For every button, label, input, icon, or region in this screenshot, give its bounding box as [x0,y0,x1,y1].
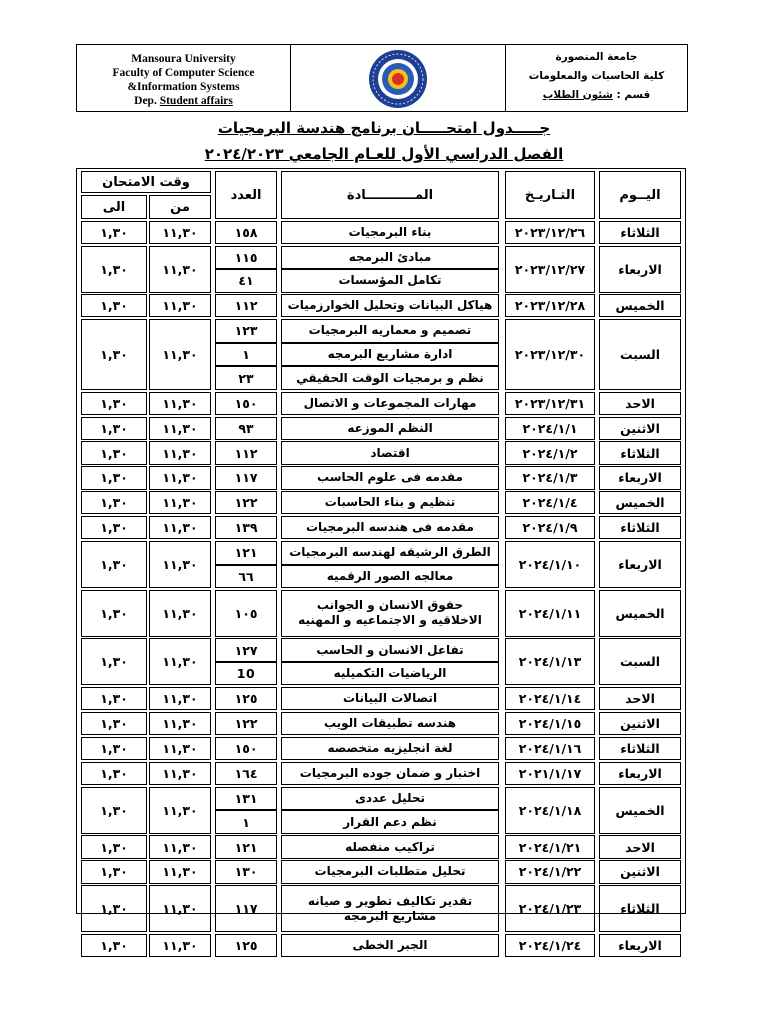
row-date: ٢٠٢٤/١/٩ [505,516,595,539]
row-day: الثلاثاء [599,221,681,244]
row-date: ٢٠٢٤/١/٢ [505,441,595,464]
row-time-from: ١١,٣٠ [149,417,211,440]
row-time-from: ١١,٣٠ [149,787,211,834]
row-time-from: ١١,٣٠ [149,491,211,514]
row-count: ١٣٠ [215,860,277,883]
row-time-from: ١١,٣٠ [149,516,211,539]
row-subject: بناء البرمجيات [281,221,499,244]
row-subject: تكامل المؤسسات [281,269,499,293]
row-count: ١٢٣ [215,319,277,343]
row-date: ٢٠٢٣/١٢/٢٦ [505,221,595,244]
document-subtitle-text: الفصل الدراسي الأول للعـام الجامعي ٢٠٢٤/٢٠٢٣ [204,145,564,163]
document-subtitle [0,145,768,163]
row-subject: تحليل عددى [281,787,499,811]
row-count: ١٢١ [215,541,277,565]
row-day: الاربعاء [599,934,681,957]
row-subject: نظم و برمجيات الوقت الحقيقي [281,366,499,390]
row-time-from: ١١,٣٠ [149,712,211,735]
row-subject: معالجه الصور الرقميه [281,565,499,589]
row-time-from: ١١,٣٠ [149,466,211,489]
row-count: ١ [215,343,277,367]
row-count: ٦٦ [215,565,277,589]
row-day: الاربعاء [599,246,681,293]
row-time-to: ١,٣٠ [81,516,147,539]
row-count: ١٠٥ [215,590,277,637]
department-name-ar: شئون الطلاب [542,89,613,101]
letterhead-english [77,45,291,111]
row-time-to: ١,٣٠ [81,491,147,514]
row-day: الاثنين [599,417,681,440]
row-day: الخميس [599,491,681,514]
row-date: ٢٠٢٣/١٢/٣١ [505,392,595,415]
row-count: ١٥٨ [215,221,277,244]
row-time-to: ١,٣٠ [81,835,147,858]
row-day: الثلاثاء [599,441,681,464]
row-subject: اتصالات البيانات [281,687,499,710]
row-count: ١٥٠ [215,392,277,415]
row-count: ٩٣ [215,417,277,440]
row-time-to: ١,٣٠ [81,466,147,489]
row-subject: الجبر الخطى [281,934,499,957]
row-time-to: ١,٣٠ [81,787,147,834]
header-date: التـاريـخ [505,171,595,219]
row-day: السبت [599,638,681,685]
row-time-from: ١١,٣٠ [149,294,211,317]
header-from: من [149,195,211,219]
header-subject: المـــــــــــادة [281,171,499,219]
header-exam-time: وقت الامتحان [81,171,211,193]
row-subject: الرياضيات التكميليه [281,662,499,686]
row-subject: النظم الموزعه [281,417,499,440]
row-subject: ادارة مشاريع البرمجه [281,343,499,367]
row-count: ٢٣ [215,366,277,390]
row-date: ٢٠٢٤/١/٤ [505,491,595,514]
row-date: ٢٠٢١/١/١٧ [505,762,595,785]
row-day: الاحد [599,392,681,415]
row-date: ٢٠٢٤/١/٣ [505,466,595,489]
document-title-text: جـــــدول امتحـــــان برنامج هندسة البرمجيات [217,119,551,137]
row-day: الثلاثاء [599,737,681,760]
row-date: ٢٠٢٣/١٢/٣٠ [505,319,595,390]
row-subject: مقدمه فى هندسه البرمجيات [281,516,499,539]
row-day: الاحد [599,687,681,710]
row-subject: الطرق الرشيقه لهندسه البرمجيات [281,541,499,565]
row-subject: تفاعل الانسان و الحاسب [281,638,499,662]
row-day: الخميس [599,294,681,317]
row-time-to: ١,٣٠ [81,860,147,883]
header-day: اليــوم [599,171,681,219]
row-count: ١١٧ [215,466,277,489]
row-time-to: ١,٣٠ [81,392,147,415]
row-day: الاحد [599,835,681,858]
row-day: الاربعاء [599,762,681,785]
row-subject: مهارات المجموعات و الاتصال [281,392,499,415]
row-time-from: ١١,٣٠ [149,441,211,464]
faculty-logo-icon [368,49,428,109]
row-date: ٢٠٢٤/١/١٣ [505,638,595,685]
row-subject: مبادئ البرمجه [281,246,499,270]
row-day: الخميس [599,787,681,834]
row-count: ١٦٤ [215,762,277,785]
row-date: ٢٠٢٤/١/١٤ [505,687,595,710]
row-day: الخميس [599,590,681,637]
row-count: ١١٧ [215,885,277,932]
row-time-from: ١١,٣٠ [149,860,211,883]
logo-area [291,45,505,111]
row-subject: اختبار و ضمان جوده البرمجيات [281,762,499,785]
row-date: ٢٠٢٤/١/٢٤ [505,934,595,957]
row-time-from: ١١,٣٠ [149,638,211,685]
faculty-name-cont: &Information Systems [127,81,240,93]
row-date: ٢٠٢٣/١٢/٢٧ [505,246,595,293]
row-time-to: ١,٣٠ [81,541,147,588]
row-date: ٢٠٢٣/١٢/٢٨ [505,294,595,317]
row-count: ١٥٠ [215,737,277,760]
row-subject: تحليل متطلبات البرمجيات [281,860,499,883]
row-time-to: ١,٣٠ [81,712,147,735]
row-count: ١٣١ [215,787,277,811]
row-subject: تصميم و معماريه البرمجيات [281,319,499,343]
row-count: ١٢٥ [215,687,277,710]
row-time-to: ١,٣٠ [81,762,147,785]
row-time-from: ١١,٣٠ [149,885,211,932]
department-line-ar [506,86,687,105]
row-time-from: ١١,٣٠ [149,392,211,415]
row-count: ١ [215,810,277,834]
row-subject: تقدير تكاليف تطوير و صيانه مشاريع البرمجه [281,885,499,932]
row-date: ٢٠٢٤/١/٢٣ [505,885,595,932]
header-count: العدد [215,171,277,219]
row-time-from: ١١,٣٠ [149,246,211,293]
row-count: ١٢٧ [215,638,277,662]
row-time-to: ١,٣٠ [81,441,147,464]
row-time-to: ١,٣٠ [81,934,147,957]
row-date: ٢٠٢٤/١/١٨ [505,787,595,834]
university-name-ar: جامعة المنصورة [555,51,638,63]
row-subject: لغة انجليزيه متخصصه [281,737,499,760]
row-count: ٤١ [215,269,277,293]
row-count: ١١٢ [215,294,277,317]
row-time-to: ١,٣٠ [81,885,147,932]
row-day: الاربعاء [599,541,681,588]
row-time-from: ١١,٣٠ [149,541,211,588]
university-name: Mansoura University [131,53,236,65]
row-time-to: ١,٣٠ [81,221,147,244]
row-time-to: ١,٣٠ [81,294,147,317]
row-time-from: ١١,٣٠ [149,934,211,957]
row-time-to: ١,٣٠ [81,319,147,390]
row-time-from: ١١,٣٠ [149,762,211,785]
row-time-from: ١١,٣٠ [149,221,211,244]
row-count: ١١٥ [215,246,277,270]
department-name: Student affairs [159,95,233,107]
row-date: ٢٠٢٤/١/١٦ [505,737,595,760]
row-time-from: ١١,٣٠ [149,590,211,637]
row-date: ٢٠٢٤/١/١ [505,417,595,440]
row-date: ٢٠٢٤/١/١٠ [505,541,595,588]
row-day: الاثنين [599,712,681,735]
header-to: الى [81,195,147,219]
row-time-from: ١١,٣٠ [149,737,211,760]
department-prefix-ar: قسم : [612,89,651,101]
row-count: ١٣٩ [215,516,277,539]
row-time-to: ١,٣٠ [81,590,147,637]
row-date: ٢٠٢٤/١/٢١ [505,835,595,858]
row-date: ٢٠٢٤/١/٢٢ [505,860,595,883]
row-subject: حقوق الانسان و الجوانب الاخلاقيه و الاجتماعيه و المهنيه [281,590,499,637]
row-date: ٢٠٢٤/١/١٥ [505,712,595,735]
row-count: ١٢٥ [215,934,277,957]
row-time-from: ١١,٣٠ [149,687,211,710]
row-day: الاربعاء [599,466,681,489]
row-time-to: ١,٣٠ [81,687,147,710]
row-day: الثلاثاء [599,885,681,932]
letterhead-arabic [505,45,687,111]
row-date: ٢٠٢٤/١/١١ [505,590,595,637]
row-count: ١٢١ [215,835,277,858]
row-day: الثلاثاء [599,516,681,539]
row-subject: هياكل البيانات وتحليل الخوارزميات [281,294,499,317]
letterhead [76,44,688,112]
row-count: ١٢٢ [215,712,277,735]
row-count: ١١٢ [215,441,277,464]
row-count: ١٢٢ [215,491,277,514]
row-subject: اقتصاد [281,441,499,464]
row-time-to: ١,٣٠ [81,737,147,760]
document-title [0,119,768,137]
row-day: الاثنين [599,860,681,883]
row-count: 10 [215,662,277,686]
row-day: السبت [599,319,681,390]
row-subject: تنظيم و بناء الحاسبات [281,491,499,514]
faculty-name: Faculty of Computer Science [112,67,255,79]
row-subject: تراكيب منفصله [281,835,499,858]
row-time-to: ١,٣٠ [81,417,147,440]
exam-schedule-table [76,168,686,954]
row-subject: نظم دعم القرار [281,810,499,834]
row-time-to: ١,٣٠ [81,638,147,685]
department-line [77,94,290,108]
department-prefix: Dep. [134,95,160,107]
row-subject: هندسه تطبيقات الويب [281,712,499,735]
faculty-name-ar: كلية الحاسبات والمعلومات [528,70,665,82]
row-time-from: ١١,٣٠ [149,835,211,858]
row-subject: مقدمه فى علوم الحاسب [281,466,499,489]
row-time-to: ١,٣٠ [81,246,147,293]
row-time-from: ١١,٣٠ [149,319,211,390]
